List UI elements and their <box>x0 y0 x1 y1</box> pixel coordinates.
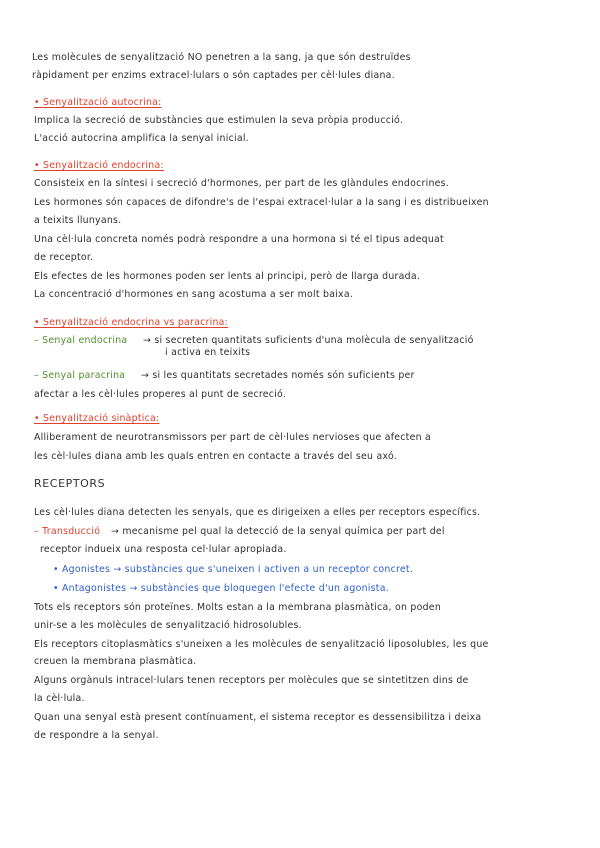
endocrina-line-7: La concentració d'hormones en sang acostuma a ser molt baixa. <box>34 289 354 300</box>
receptors-body-1: Tots els receptors són proteïnes. Molts estan a la membrana plasmàtica, on poden <box>34 602 442 613</box>
receptors-body-8: de respondre a la senyal. <box>34 730 159 741</box>
receptors-body-4: creuen la membrana plasmàtica. <box>34 656 197 667</box>
endocrina-line-2: Les hormones són capaces de difondre's de l'espai extracel·lular a la sang i es distribueixen <box>34 197 489 208</box>
antagonistes-line: • Antagonistes → substàncies que bloquegen l'efecte d'un agonista. <box>53 583 389 594</box>
endocrina-signal-text-1: → si secreten quantitats suficients d'una molècula de senyalització <box>143 335 474 346</box>
transduccio-label: – Transducció <box>34 526 101 537</box>
endocrina-title: • Senyalització endocrina: <box>34 160 164 171</box>
autocrina-line-1: Implica la secreció de substàncies que estimulen la seva pròpia producció. <box>34 115 404 126</box>
endocrina-signal-text-2: i activa en teixits <box>165 347 251 358</box>
autocrina-title: • Senyalització autocrina: <box>34 97 162 108</box>
autocrina-line-2: L'acció autocrina amplifica la senyal inicial. <box>34 133 249 144</box>
sinaptica-line-2: les cèl·lules diana amb les quals entren en contacte a través del seu axó. <box>34 451 398 462</box>
intro-line-1: Les molècules de senyalització NO penetren a la sang, ja que són destruïdes <box>32 52 411 63</box>
receptors-body-7: Quan una senyal està present contínuament, el sistema receptor es dessensibilitza i deixa <box>34 712 482 723</box>
receptors-body-3: Els receptors citoplasmàtics s'uneixen a les molècules de senyalització liposolubles, les que <box>34 639 489 650</box>
endocrina-line-3: a teixits llunyans. <box>34 215 122 226</box>
intro-line-2: ràpidament per enzims extracel·lulars o són captades per cèl·lules diana. <box>32 70 395 81</box>
transduccio-text-2: receptor indueix una resposta cel·lular apropiada. <box>40 544 287 555</box>
endocrina-line-4: Una cèl·lula concreta només podrà respondre a una hormona si té el tipus adequat <box>34 234 444 245</box>
transduccio-text-1: → mecanisme pel qual la detecció de la senyal química per part del <box>111 526 445 537</box>
paracrina-signal-label: – Senyal paracrina <box>34 370 126 381</box>
receptors-line-1: Les cèl·lules diana detecten les senyals, que es dirigeixen a elles per receptors específics. <box>34 507 481 518</box>
endo-vs-para-title: • Senyalització endocrina vs paracrina: <box>34 317 229 328</box>
agonistes-line: • Agonistes → substàncies que s'uneixen i activen a un receptor concret. <box>53 564 414 575</box>
receptors-heading: RECEPTORS <box>34 477 106 490</box>
endocrina-line-5: de receptor. <box>34 252 94 263</box>
sinaptica-title: • Senyalització sinàptica: <box>34 413 160 424</box>
endocrina-signal-label: – Senyal endocrina <box>34 335 128 346</box>
paracrina-signal-text-1: → si les quantitats secretades només són suficients per <box>141 370 415 381</box>
receptors-body-6: la cèl·lula. <box>34 693 85 704</box>
receptors-body-2: unir-se a les molècules de senyalització hidrosolubles. <box>34 620 302 631</box>
endocrina-line-1: Consisteix en la síntesi i secreció d'hormones, per part de les glàndules endocrines. <box>34 178 450 189</box>
receptors-body-5: Alguns orgànuls intracel·lulars tenen receptors per molècules que se sintetitzen dins de <box>34 675 469 686</box>
paracrina-signal-text-2: afectar a les cèl·lules properes al punt de secreció. <box>34 389 287 400</box>
endocrina-line-6: Els efectes de les hormones poden ser lents al principi, però de llarga durada. <box>34 271 421 282</box>
sinaptica-line-1: Alliberament de neurotransmissors per part de cèl·lules nervioses que afecten a <box>34 432 432 443</box>
